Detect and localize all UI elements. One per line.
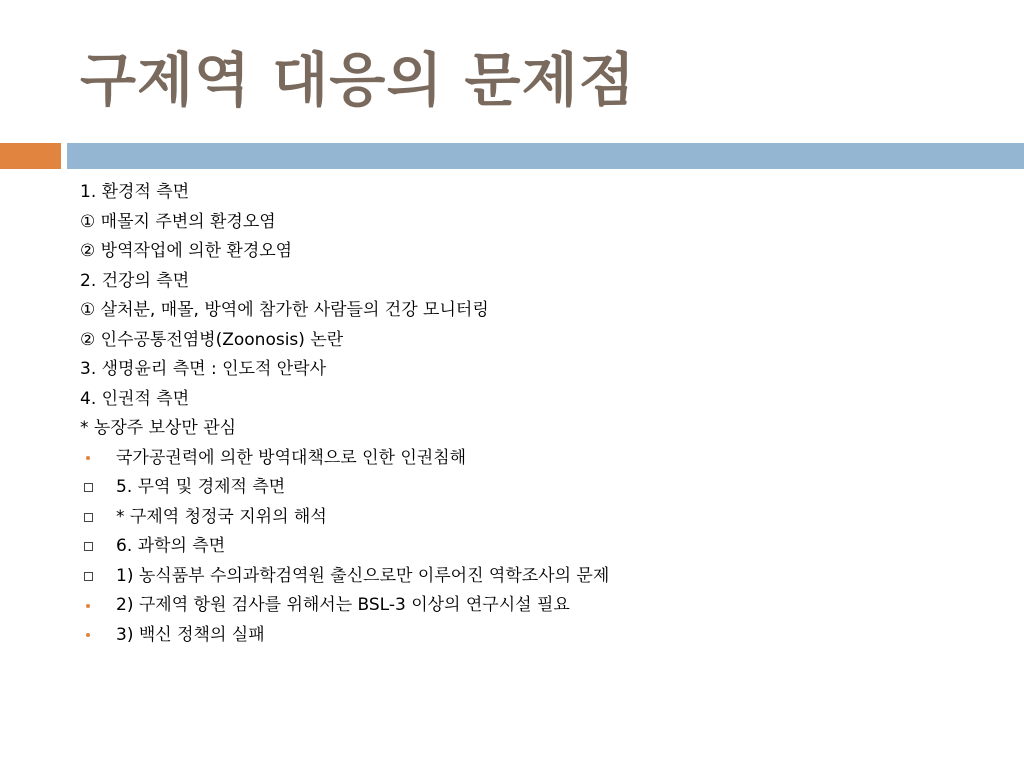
line-text: 1) 농식품부 수의과학검역원 출신으로만 이루어진 역학조사의 문제: [116, 565, 610, 586]
text-line: [80, 267, 980, 297]
text-line: [80, 237, 980, 267]
text-line: [80, 208, 980, 238]
bullet-square-icon: [80, 503, 96, 533]
slide-body: [80, 178, 980, 650]
text-line: [80, 414, 980, 444]
bullet-item: [80, 591, 980, 621]
bullet-square-icon: [80, 473, 96, 503]
bullet-dot-icon: [80, 444, 96, 474]
bullet-item: [80, 562, 980, 592]
text-line: [80, 178, 980, 208]
accent-bar-orange: [0, 143, 61, 169]
line-text: ① 매몰지 주변의 환경오염: [80, 211, 276, 232]
bullet-item: [80, 532, 980, 562]
line-text: ② 인수공통전염병(Zoonosis) 논란: [80, 329, 344, 350]
accent-bar-blue: [67, 143, 1024, 169]
bullet-item: [80, 621, 980, 651]
line-text: 2. 건강의 측면: [80, 270, 190, 291]
bullet-item: [80, 444, 980, 474]
line-text: 3. 생명윤리 측면 : 인도적 안락사: [80, 359, 327, 379]
line-text: * 구제역 청정국 지위의 해석: [116, 506, 327, 527]
text-line: [80, 296, 980, 326]
bullet-dot-icon: [80, 621, 96, 651]
line-text: 3) 백신 정책의 실패: [116, 624, 265, 645]
line-text: 5. 무역 및 경제적 측면: [116, 477, 286, 497]
line-text: * 농장주 보상만 관심: [80, 418, 237, 438]
line-text: 6. 과학의 측면: [116, 536, 226, 556]
line-text: 2) 구제역 항원 검사를 위해서는 BSL-3 이상의 연구시설 필요: [116, 595, 570, 615]
bullet-square-icon: [80, 562, 96, 592]
text-line: [80, 326, 980, 356]
line-text: 1. 환경적 측면: [80, 182, 190, 202]
bullet-dot-icon: [80, 591, 96, 621]
text-line: [80, 355, 980, 385]
bullet-item: [80, 503, 980, 533]
line-text: ① 살처분, 매몰, 방역에 참가한 사람들의 건강 모니터링: [80, 300, 489, 320]
text-line: [80, 385, 980, 415]
bullet-square-icon: [80, 532, 96, 562]
line-text: 4. 인권적 측면: [80, 388, 190, 409]
line-text: 국가공권력에 의한 방역대책으로 인한 인권침해: [116, 447, 467, 468]
slide-title: 구제역 대응의 문제점: [80, 46, 636, 114]
bullet-item: [80, 473, 980, 503]
line-text: ② 방역작업에 의한 환경오염: [80, 241, 293, 261]
